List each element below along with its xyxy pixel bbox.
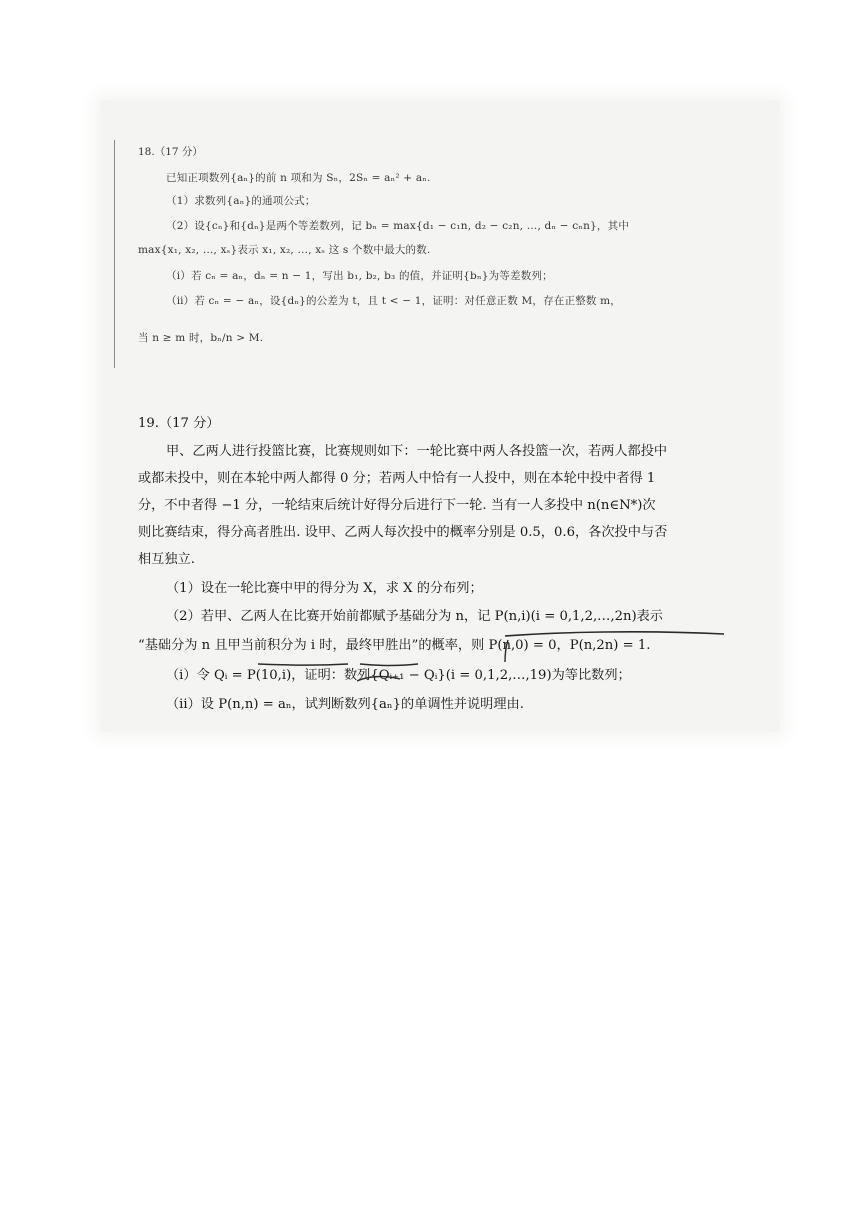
q19-part2: （2）若甲、乙两人在比赛开始前都赋予基础分为 n，记 P(n,i)(i = 0,1,2,…,2n)表示 xyxy=(166,609,663,624)
q19-part2-cont: “基础分为 n 且甲当前积分为 i 时，最终甲胜出”的概率，则 P(n,0) = 0，P(n,2n) = 1. xyxy=(138,638,651,653)
q19-stem-line-1: 甲、乙两人进行投篮比赛，比赛规则如下：一轮比赛中两人各投篮一次，若两人都投中 xyxy=(166,444,668,459)
q19-stem-line-5: 相互独立. xyxy=(138,552,195,567)
q19-part2-ii: （ⅱ）设 P(n,n) = aₙ，试判断数列{aₙ}的单调性并说明理由. xyxy=(166,697,524,712)
q19-part1: （1）设在一轮比赛中甲的得分为 X，求 X 的分布列； xyxy=(166,581,483,596)
margin-rule xyxy=(114,140,115,368)
q18-part2-ii-cont: 当 n ≥ m 时，bₙ/n > M. xyxy=(138,332,264,344)
q18-part2-cont: max{x₁, x₂, …, xₛ}表示 x₁, x₂, …, xₛ 这 s 个数中最大的数. xyxy=(138,244,431,256)
q18-part1: （1）求数列{aₙ}的通项公式； xyxy=(166,195,316,207)
q19-stem-line-3: 分，不中者得 −1 分，一轮结束后统计好得分后进行下一轮. 当有一人多投中 n(n∈N*)次 xyxy=(138,498,656,513)
q18-part2: （2）设{cₙ}和{dₙ}是两个等差数列，记 bₙ = max{d₁ − c₁n, d₂ − c₂n, …, dₙ − cₙn}，其中 xyxy=(166,220,630,232)
q18-stem: 已知正项数列{aₙ}的前 n 项和为 Sₙ，2Sₙ = aₙ² + aₙ. xyxy=(166,172,431,184)
q19-header: 19.（17 分） xyxy=(138,416,220,431)
q19-part2-i: （ⅰ）令 Qᵢ = P(10,i)，证明：数列{Qᵢ₊₁ − Qᵢ}(i = 0,1,2,…,19)为等比数列； xyxy=(166,668,631,683)
q19-stem-line-4: 则比赛结束，得分高者胜出. 设甲、乙两人每次投中的概率分别是 0.5，0.6，各次投中与否 xyxy=(138,525,668,540)
q19-stem-line-2: 或都未投中，则在本轮中两人都得 0 分；若两人中恰有一人投中，则在本轮中投中者得 1 xyxy=(138,471,656,486)
q18-part2-i: （ⅰ）若 cₙ = aₙ，dₙ = n − 1，写出 b₁, b₂, b₃ 的值，并证明{bₙ}为等差数列； xyxy=(166,270,553,282)
q18-header: 18.（17 分） xyxy=(138,146,203,158)
q18-part2-ii: （ⅱ）若 cₙ = − aₙ，设{dₙ}的公差为 t，且 t < − 1，证明：对任意正数 M，存在正整数 m， xyxy=(166,295,621,307)
